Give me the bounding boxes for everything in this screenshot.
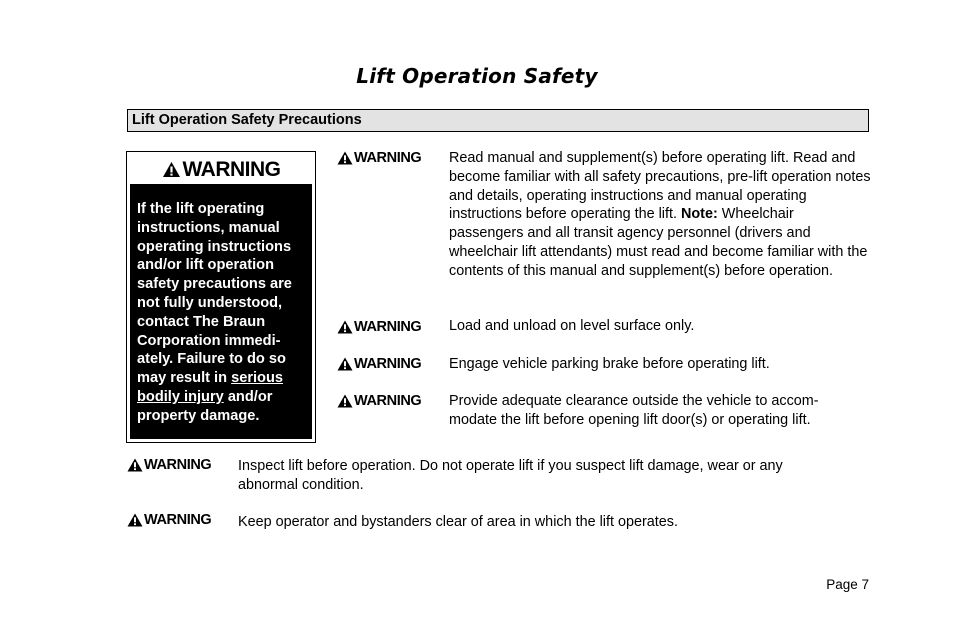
- warning-tag-label: WARNING: [354, 393, 422, 409]
- warning-text: Read manual and supplement(s) before operating lift. Read and become familiar with all safety precautions, pre-lift operation notes and details, operating instructions and manual operating instructions before operating the lift.: [449, 150, 871, 223]
- page-title: Lift Operation Safety: [356, 64, 598, 88]
- warning-tag: [337, 319, 421, 335]
- warning-triangle-icon: [337, 357, 353, 371]
- warning-text-read-manual: [449, 149, 871, 281]
- warning-tag: [337, 393, 421, 409]
- note-text: Wheelchair passengers and all transit agency personnel (drivers and wheelchair lift attendants) must read and become familiar with the contents of this manual and supplement(s) before operation.: [449, 206, 868, 279]
- warning-triangle-icon: [337, 320, 353, 334]
- warning-text-level-surface: Load and unload on level surface only.: [449, 318, 695, 334]
- warning-text-parking-brake: Engage vehicle parking brake before operating lift.: [449, 356, 770, 372]
- warning-tag: [127, 512, 211, 528]
- warning-callout-header-label: WARNING: [182, 157, 281, 181]
- warning-callout-text-part2: and/or property damage.: [137, 388, 273, 424]
- warning-callout-underlined: serious bodily injury: [137, 370, 284, 405]
- warning-callout-box: [126, 151, 316, 443]
- warning-tag: [337, 356, 421, 372]
- warning-callout-text-part1: If the lift operating instructions, manual operating instructions and/or lift operation safety precautions are not fully understood, contact The Braun Corporation immedi-ately. Failure to do so may result in: [137, 201, 292, 387]
- warning-tag-label: WARNING: [354, 150, 422, 166]
- warning-triangle-icon: [337, 394, 353, 408]
- warning-tag: [127, 457, 211, 473]
- warning-triangle-icon: [162, 161, 181, 178]
- warning-tag: [337, 150, 421, 166]
- section-header: Lift Operation Safety Precautions: [127, 109, 869, 132]
- warning-triangle-icon: [127, 458, 143, 472]
- page-number: Page 7: [826, 577, 869, 592]
- note-label: Note:: [680, 206, 718, 223]
- warning-tag-label: WARNING: [144, 512, 212, 528]
- warning-callout-header: [130, 155, 312, 184]
- warning-text-clearance: Provide adequate clearance outside the vehicle to accom-modate the lift before opening lift door(s) or operating lift.: [449, 393, 819, 428]
- warning-tag-label: WARNING: [354, 356, 422, 372]
- warning-callout-text: [137, 200, 307, 426]
- warning-triangle-icon: [127, 513, 143, 527]
- warning-text-inspect-lift: Inspect lift before operation. Do not operate lift if you suspect lift damage, wear or any abnormal condition.: [238, 458, 783, 493]
- warning-tag-label: WARNING: [144, 457, 212, 473]
- warning-tag-label: WARNING: [354, 319, 422, 335]
- warning-triangle-icon: [337, 151, 353, 165]
- warning-text-keep-clear: Keep operator and bystanders clear of area in which the lift operates.: [238, 514, 678, 530]
